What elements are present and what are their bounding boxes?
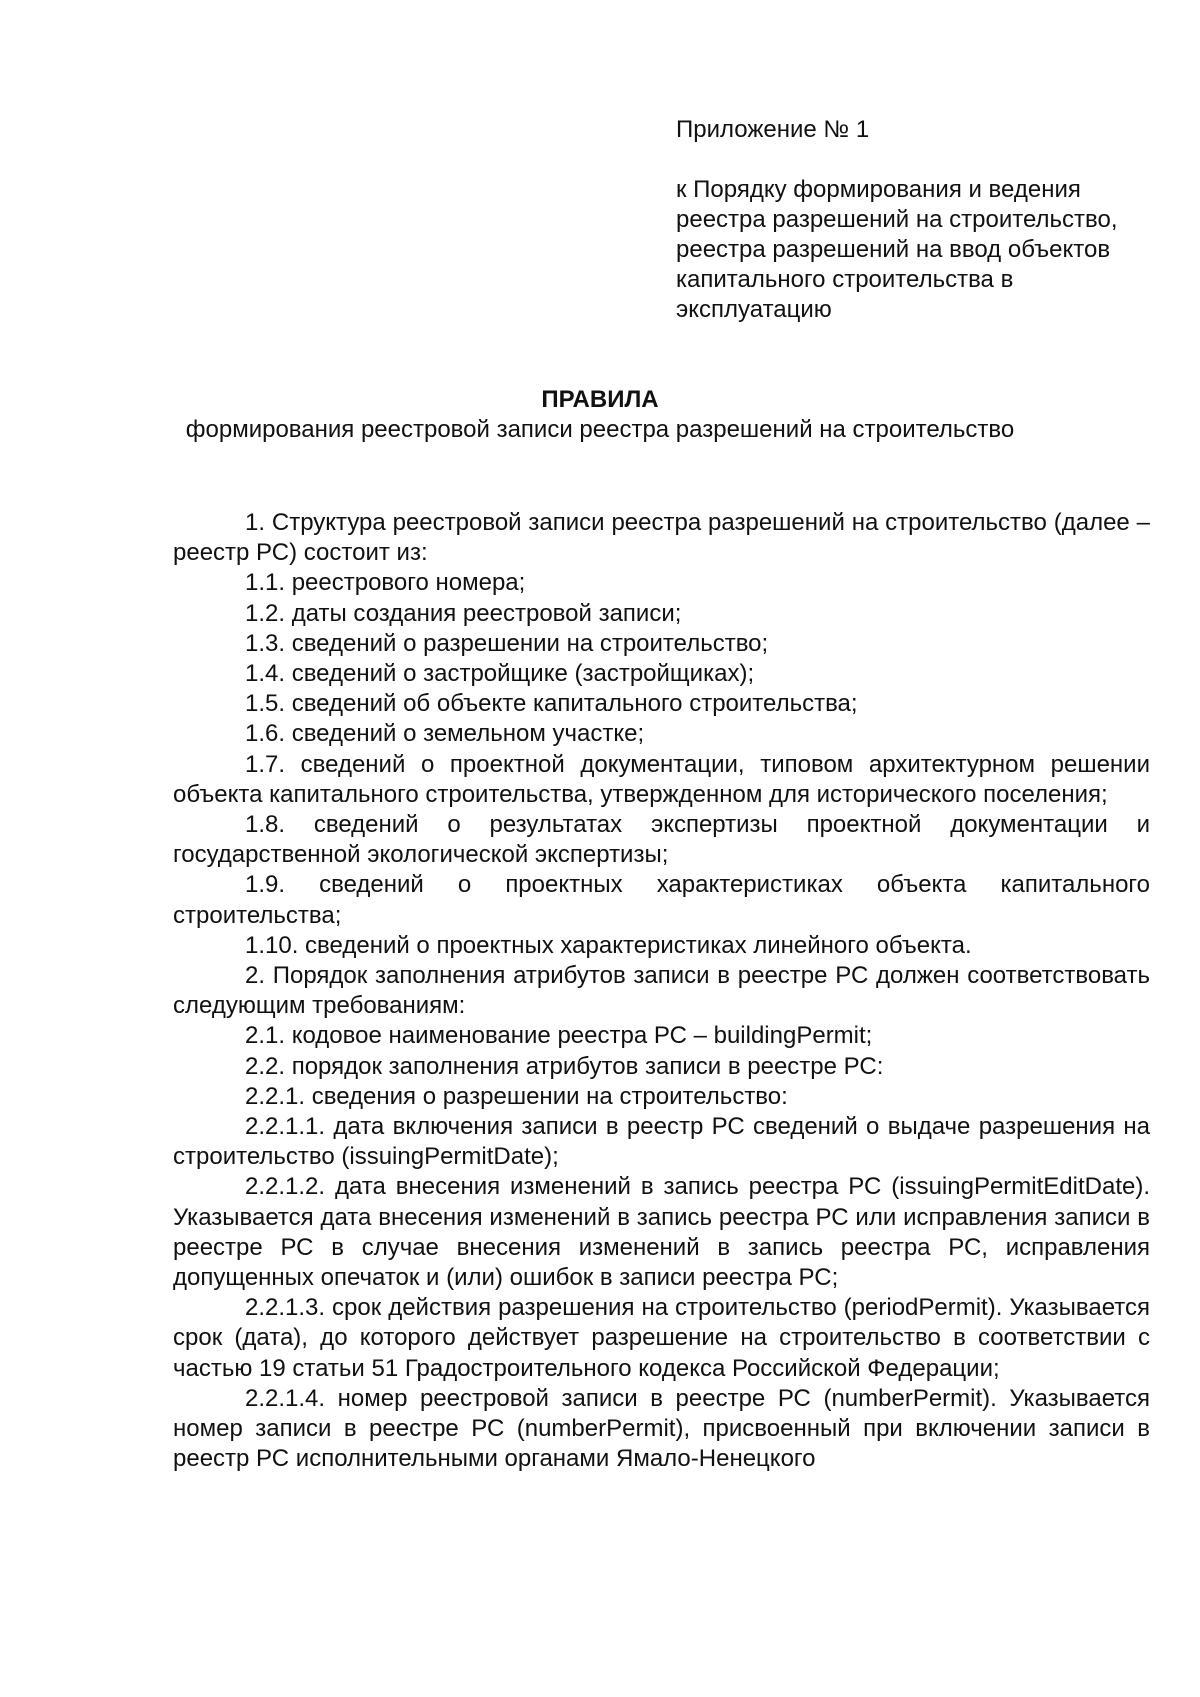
- paragraph-1-5: 1.5. сведений об объекте капитального строительства;: [245, 690, 858, 718]
- paragraph-2-2-1-4: 2.2.1.4. номер реестровой записи в реестре РС (numberPermit). Указывается номер записи в реестре РС (numberPermit), присвоенный при включении записи в реестр РС исполнительными органами Ямало-Ненецкого: [173, 1384, 1150, 1473]
- document-title: ПРАВИЛА: [541, 386, 659, 413]
- paragraph-2-2-1: 2.2.1. сведения о разрешении на строительство:: [245, 1082, 788, 1110]
- paragraph-1-8: 1.8. сведений о результатах экспертизы проектной документации и государственной экологической экспертизы;: [173, 811, 1150, 869]
- appendix-reference: к Порядку формирования и ведения реестра разрешений на строительство, реестра разрешений на ввод объектов капитального строительства в эксплуатацию: [676, 176, 1118, 323]
- document-body: [173, 508, 1150, 1475]
- paragraph-1-1: 1.1. реестрового номера;: [245, 569, 526, 597]
- paragraph-2-2-1-3: 2.2.1.3. срок действия разрешения на строительство (periodPermit). Указывается срок (дата), до которого действует разрешение на строительство в соответствии с частью 19 статьи 51 Градостроительного кодекса Российской Федерации;: [173, 1294, 1150, 1382]
- paragraph-1-3: 1.3. сведений о разрешении на строительство;: [245, 629, 769, 657]
- paragraph-1: 1. Структура реестровой записи реестра разрешений на строительство (далее – реестр РС) состоит из:: [173, 509, 1150, 567]
- document-subtitle: формирования реестровой записи реестра разрешений на строительство: [185, 416, 1015, 443]
- paragraph-2: 2. Порядок заполнения атрибутов записи в реестре РС должен соответствовать следующим требованиям:: [173, 962, 1150, 1020]
- paragraph-2-2: 2.2. порядок заполнения атрибутов записи в реестре РС:: [245, 1052, 884, 1080]
- paragraph-2-1: 2.1. кодовое наименование реестра РС – buildingPermit;: [245, 1022, 873, 1050]
- paragraph-1-4: 1.4. сведений о застройщике (застройщиках);: [245, 660, 755, 688]
- paragraph-1-6: 1.6. сведений о земельном участке;: [245, 720, 645, 748]
- document-title-block: [0, 385, 1200, 445]
- paragraph-1-2: 1.2. даты создания реестровой записи;: [245, 599, 682, 627]
- paragraph-1-9: 1.9. сведений о проектных характеристиках объекта капитального строительства;: [173, 871, 1150, 929]
- paragraph-1-10: 1.10. сведений о проектных характеристиках линейного объекта.: [245, 931, 972, 959]
- paragraph-2-2-1-2: 2.2.1.2. дата внесения изменений в запись реестра РС (issuingPermitEditDate). Указывается дата внесения изменений в запись реестра РС или исправления записи в реестре РС в случае внесения изменений в запись реестра РС, исправления допущенных опечаток и (или) ошибок в записи реестра РС;: [173, 1173, 1150, 1292]
- paragraph-2-2-1-1: 2.2.1.1. дата включения записи в реестр РС сведений о выдаче разрешения на строительство (issuingPermitDate);: [173, 1113, 1150, 1171]
- appendix-number: Приложение № 1: [676, 116, 870, 143]
- paragraph-1-7: 1.7. сведений о проектной документации, типовом архитектурном решении объекта капитального строительства, утвержденном для исторического поселения;: [173, 750, 1150, 808]
- appendix-header: [676, 115, 1146, 325]
